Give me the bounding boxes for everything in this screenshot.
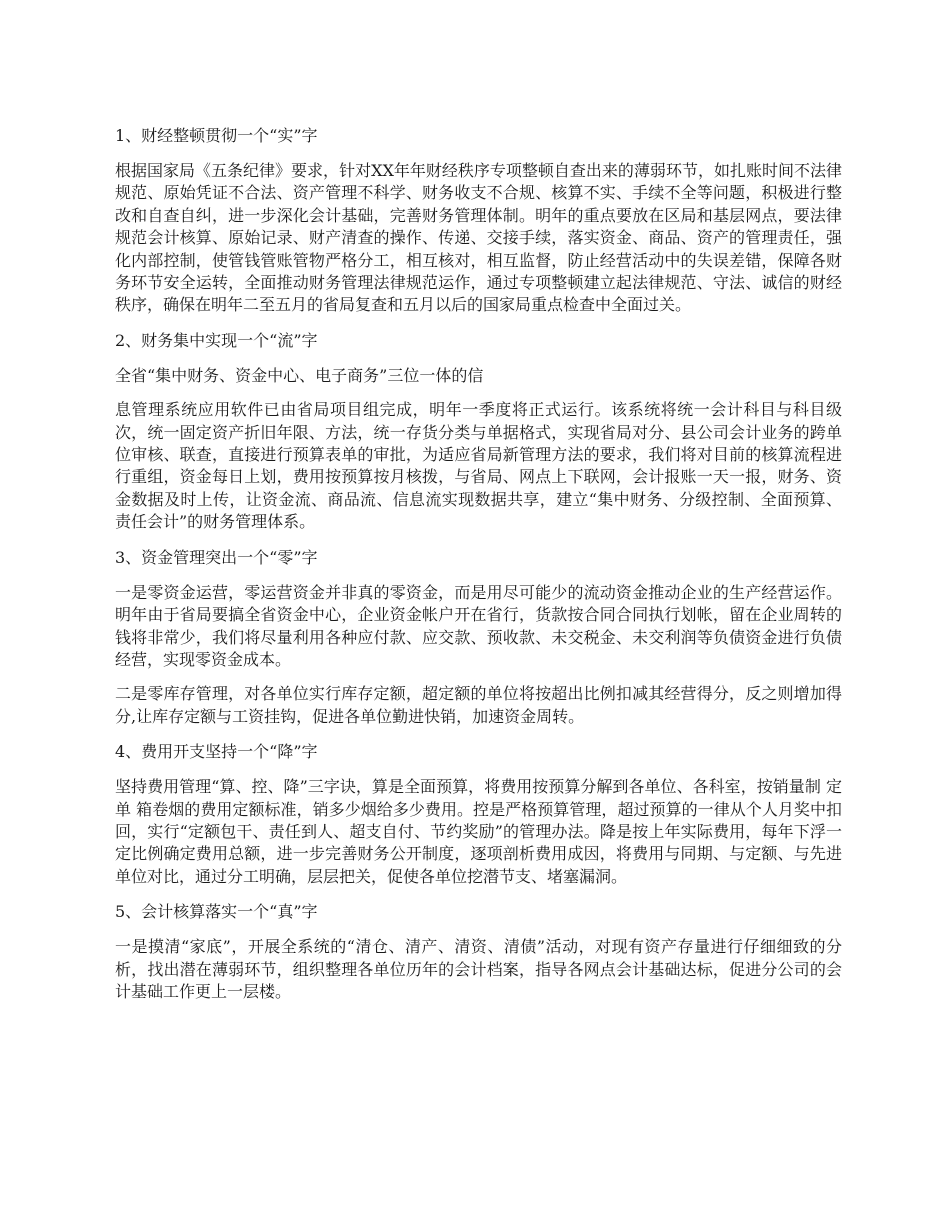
section-heading: 1、财经整顿贯彻一个“实”字 bbox=[115, 126, 318, 145]
section-4 bbox=[115, 740, 842, 888]
section-heading: 3、资金管理突出一个“零”字 bbox=[115, 547, 318, 567]
document-body bbox=[115, 124, 842, 1015]
section-heading: 4、费用开支坚持一个“降”字 bbox=[115, 742, 318, 762]
section-2 bbox=[115, 329, 842, 534]
section-paragraph: 二是零库存管理，对各单位实行库存定额，超定额的单位将按超出比例扣减其经营得分，反之则增加得分,让库存定额与工资挂钩，促进各单位勤进快销，加速资金周转。 bbox=[115, 684, 842, 726]
section-paragraph: 一是零资金运营，零运营资金并非真的零资金，而是用尽可能少的流动资金推动企业的生产经营运作。明年由于省局要搞全省资金中心，企业资金帐户开在省行，货款按合同合同执行划帐，留在企业周转的钱将非常少，我们将尽量利用各种应付款、应交款、预收款、未交税金、未交利润等负债资金进行负债经营，实现零资金成本。 bbox=[115, 582, 842, 669]
section-3 bbox=[115, 546, 842, 728]
section-paragraph: 坚持费用管理“算、控、降”三字诀，算是全面预算，将费用按预算分解到各单位、各科室，按销量制 定单 箱卷烟的费用定额标准，销多少烟给多少费用。控是严格预算管理，超过预算的一律从个人月奖中扣回，实行“定额包干、责任到人、超支自付、节约奖励”的管理办法。降是按上年实际费用，每年下浮一定比例确定费用总额，进一步完善财务公开制度，逐项剖析费用成因，将费用与同期、与定额、与先进单位对比，通过分工明确，层层把关，促使各单位挖潜节支、堵塞漏洞。 bbox=[115, 777, 842, 886]
section-5 bbox=[115, 900, 842, 1003]
section-paragraph: 全省“集中财务、资金中心、电子商务”三位一体的信 bbox=[115, 365, 484, 385]
section-heading: 5、会计核算落实一个“真”字 bbox=[115, 902, 318, 922]
section-paragraph: 根据国家局《五条纪律》要求，针对XX年年财经秩序专项整顿自查出来的薄弱环节，如扎账时间不法律规范、原始凭证不合法、资产管理不科学、财务收支不合规、核算不实、手续不全等问题，积极进行整改和自查自纠，进一步深化会计基础，完善财务管理体制。明年的重点要放在区局和基层网点，要法律规范会计核算、原始记录、财产清查的操作、传递、交接手续，落实资金、商品、资产的管理责任，强化内部控制，使管钱管账管物严格分工，相互核对，相互监督，防止经营活动中的失误差错，保障各财务环节安全运转，全面推动财务管理法律规范运作，通过专项整顿建立起法律规范、守法、诚信的财经秩序，确保在明年二至五月的省局复查和五月以后的国家局重点检查中全面过关。 bbox=[115, 161, 842, 315]
section-heading: 2、财务集中实现一个“流”字 bbox=[115, 330, 318, 350]
section-paragraph: 息管理系统应用软件已由省局项目组完成，明年一季度将正式运行。该系统将统一会计科目与科目级次，统一固定资产折旧年限、方法，统一存货分类与单据格式，实现省局对分、县公司会计业务的跨单位审核、联查，直接进行预算表单的审批，为适应省局新管理方法的要求，我们将对目前的核算流程进行重组，资金每日上划，费用按预算按月核拨，与省局、网点上下联网，会计报账一天一报，财务、资金数据及时上传，让资金流、商品流、信息流实现数据共享，建立“集中财务、分级控制、全面预算、责任会计”的财务管理体系。 bbox=[115, 400, 842, 532]
section-paragraph: 一是摸清“家底”，开展全系统的“清仓、清产、清资、清债”活动，对现有资产存量进行仔细细致的分析，找出潜在薄弱环节，组织整理各单位历年的会计档案，指导各网点会计基础达标，促进分公司的会计基础工作更上一层楼。 bbox=[115, 937, 842, 1001]
section-1 bbox=[115, 124, 842, 317]
